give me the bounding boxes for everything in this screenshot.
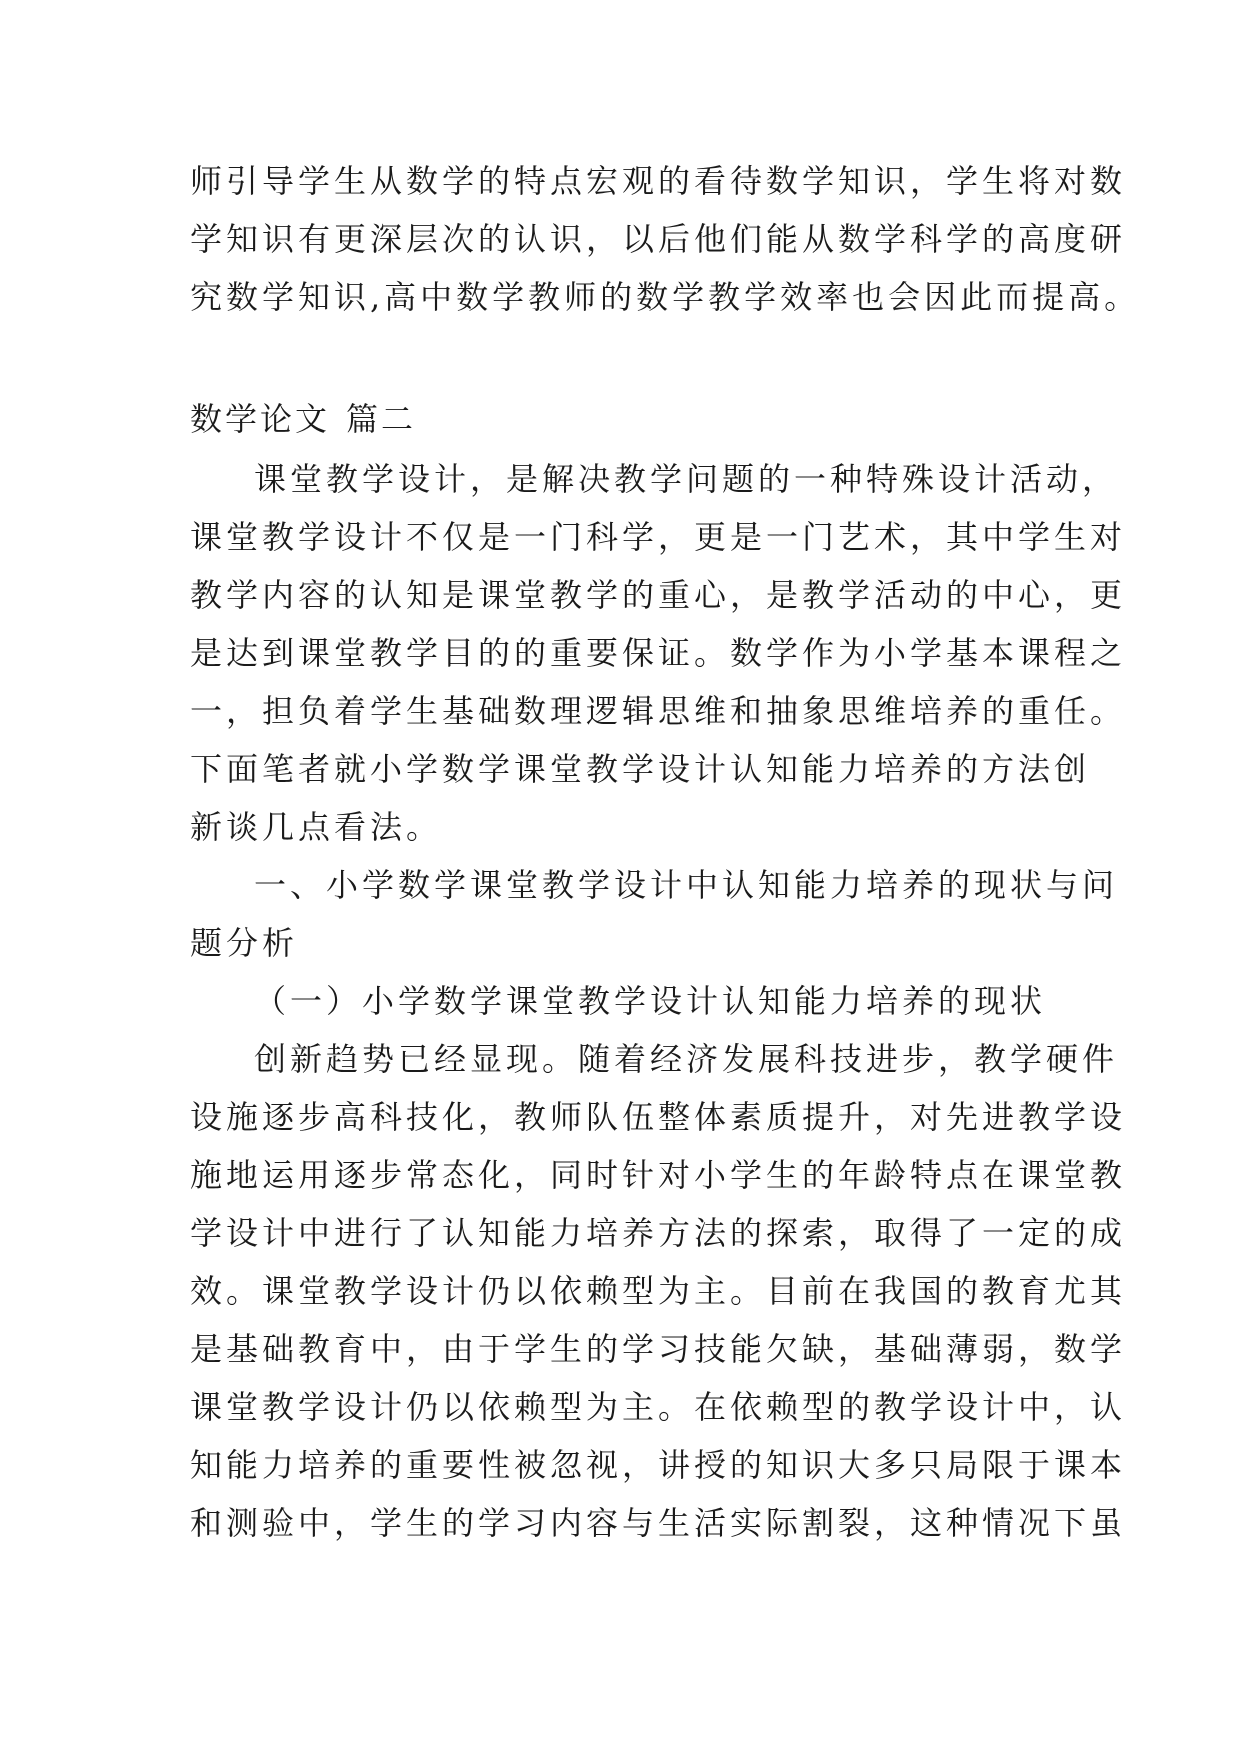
section-title: 数学论文 [190, 400, 331, 438]
paragraph-line: 施地运用逐步常态化，同时针对小学生的年龄特点在课堂教 [190, 1156, 1127, 1194]
section-heading [190, 390, 1070, 448]
paragraph-line: 是基础教育中，由于学生的学习技能欠缺，基础薄弱，数学 [190, 1330, 1127, 1368]
paragraph-line: 究数学知识,高中数学教师的数学教学效率也会因此而提高。 [190, 278, 1141, 316]
paragraph-line: 是达到课堂教学目的的重要保证。数学作为小学基本课程之 [190, 634, 1127, 672]
top-paragraph [190, 152, 1141, 326]
paragraph-line: 和测验中，学生的学习内容与生活实际割裂，这种情况下虽 [190, 1504, 1127, 1542]
paragraph-line: 课堂教学设计仍以依赖型为主。在依赖型的教学设计中，认 [190, 1388, 1127, 1426]
paragraph-line: 新谈几点看法。 [190, 808, 443, 846]
paragraph-line: 师引导学生从数学的特点宏观的看待数学知识，学生将对数 [190, 162, 1127, 200]
paragraph-line: 创新趋势已经显现。随着经济发展科技进步，教学硬件 [254, 1040, 1119, 1078]
paragraph-line: 下面笔者就小学数学课堂教学设计认知能力培养的方法创 [190, 750, 1091, 788]
paragraph-line: 设施逐步高科技化，教师队伍整体素质提升，对先进教学设 [190, 1098, 1127, 1136]
paragraph-line: 效。课堂教学设计仍以依赖型为主。目前在我国的教育尤其 [190, 1272, 1127, 1310]
paragraph-line: 课堂教学设计不仅是一门科学，更是一门艺术，其中学生对 [190, 518, 1127, 556]
section-part: 篇二 [346, 400, 417, 438]
paragraph-line: 教学内容的认知是课堂教学的重心，是教学活动的中心，更 [190, 576, 1127, 614]
paragraph-line: 学知识有更深层次的认识，以后他们能从数学科学的高度研 [190, 220, 1127, 258]
paragraph-line: 知能力培养的重要性被忽视，讲授的知识大多只局限于课本 [190, 1446, 1127, 1484]
body-text [190, 450, 1127, 1552]
subheading-line: 题分析 [190, 924, 299, 962]
paragraph-line: 课堂教学设计，是解决教学问题的一种特殊设计活动， [254, 460, 1119, 498]
paragraph-line: 一，担负着学生基础数理逻辑思维和抽象思维培养的重任。 [190, 692, 1127, 730]
paragraph-line: 学设计中进行了认知能力培养方法的探索，取得了一定的成 [190, 1214, 1127, 1252]
subheading-line: （一）小学数学课堂教学设计认知能力培养的现状 [254, 982, 1047, 1020]
subheading-line: 一、小学数学课堂教学设计中认知能力培养的现状与问 [254, 866, 1119, 904]
